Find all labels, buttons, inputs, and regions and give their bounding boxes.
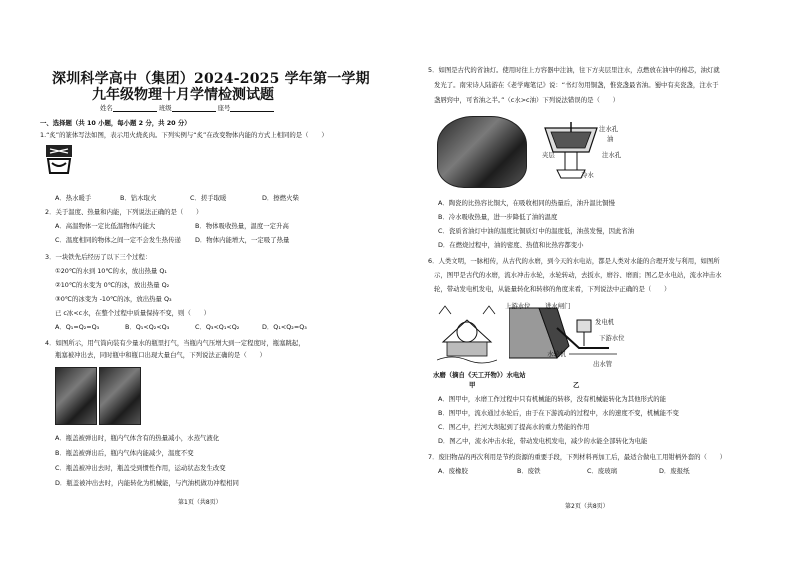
q3-stem: 3．一块铁先后经历了以下三个过程： <box>45 253 152 261</box>
left-page-footer: 第1页（共8页） <box>178 499 222 506</box>
fig-label-oil: 油 <box>607 135 614 143</box>
q4-stem-line1: 4．如图所示，用气筒向装有少量水的瓶里打气，当瓶内气压增大到一定程度时，瓶塞跳起， <box>45 339 305 347</box>
q2-option-c: C．温度相同的物体之间一定不会发生热传递 <box>55 236 181 244</box>
q6-option-c: C．图乙中，拦河大坝起到了提高水的重力势能的作用 <box>438 423 590 431</box>
q7-option-d: D．废报纸 <box>659 467 690 475</box>
section-heading: 一、选择题（共 10 小题，每小题 2 分，共 20 分） <box>40 119 191 127</box>
exam-title-line2: 九年级物理十月学情检测试题 <box>92 87 274 103</box>
water-mill-illustration <box>437 302 497 366</box>
zhi-seal-character-image <box>44 143 74 175</box>
fig-label-interlayer: 夹层 <box>542 151 555 159</box>
q3-step-2: ②10℃的水变为 0℃的冰，放出热量 Q₂ <box>55 281 170 289</box>
q6-option-d: D．图乙中，流水冲击水轮，带动发电机发电，减少的水能全部转化为电能 <box>438 437 648 445</box>
q6-stem-line1: 6．人类文明，一脉相传，从古代的水磨，到今天的水电站，都是人类对水能的合理开发与利用，如图所 <box>428 257 720 265</box>
fig-label-water-hole-side: 注水孔 <box>602 151 622 159</box>
figure-caption: 水磨（摘自《天工开物》）水电站 <box>433 371 526 379</box>
q6-stem-line2: 示，图甲是古代的水磨，流水冲击水轮，水轮转动，去扳水，磨谷、磨面；图乙是水电站，流水冲击水 <box>434 271 722 279</box>
right-page-footer: 第2页（共8页） <box>565 503 609 510</box>
q5-option-b: B．冷水吸收热量，进一步降低了油的温度 <box>438 213 558 221</box>
fig-label-upstream: 上游水位 <box>505 302 531 310</box>
q5-option-d: D．在燃烧过程中，油的密度、热值和比热容都变小 <box>438 241 584 249</box>
q4-option-b: B．瓶盖被弹出后，瓶内气体内能减少，温度不变 <box>55 449 194 457</box>
q3-note: 已 c冰<c水，在整个过程中质量保持不变，则（ ） <box>55 309 211 317</box>
fig-label-turbine: 水轮机 <box>547 350 567 358</box>
fig-label-cold-water: 冷水 <box>581 171 594 179</box>
q5-option-a: A．陶瓷的比热容比铜大，在吸收相同的热量后，油升温比铜慢 <box>438 199 615 207</box>
q2-stem: 2．关于温度、热量和内能，下列说法正确的是（ ） <box>45 208 203 216</box>
q3-option-a: A．Q₁=Q₂=Q₃ <box>55 323 100 331</box>
q6-option-a: A．图甲中，水磨工作过程中只有机械能的转移，没有机械能转化为其他形式的能 <box>438 395 667 403</box>
fig-label-intake-gate: 进水闸门 <box>545 302 571 310</box>
q7-option-c: C．废玻璃 <box>587 467 618 475</box>
q2-option-d: D．物体内能增大，一定吸了热量 <box>195 236 290 244</box>
fig-label-outlet-pipe: 出水管 <box>593 360 613 368</box>
q2-option-b: B．物体吸收热量，温度一定升高 <box>195 222 289 230</box>
oil-lamp-photo <box>437 116 527 188</box>
q2-option-a: A．高温物体一定比低温物体内能大 <box>55 222 156 230</box>
q3-option-d: D．Q₁<Q₂=Q₃ <box>262 323 307 331</box>
q5-stem-line1: 5．如图是古代的省油灯。使用时往上方容器中注油，往下方夹层里注水，点燃放在油中的棉芯，油灯就 <box>428 66 720 74</box>
q1-option-b: B．钻木取火 <box>120 194 157 202</box>
fig-label-downstream: 下游水位 <box>599 334 625 342</box>
fig-label-water-hole-top: 注水孔 <box>599 125 619 133</box>
q4-option-c: C．瓶盖被冲出去时，瓶盖受到惯性作用，运动状态发生改变 <box>55 464 226 472</box>
figure-label-yi: 乙 <box>573 381 580 389</box>
q7-option-a: A．废橡胶 <box>438 467 468 475</box>
q1-option-d: D．擦燃火柴 <box>262 194 299 202</box>
q1-option-c: C．搓手取暖 <box>190 194 227 202</box>
student-info-line <box>100 104 274 112</box>
q3-step-3: ③0℃的冰变为 -10℃的冰，放出热量 Q₃ <box>55 295 172 303</box>
bottle-photo-before <box>55 367 97 425</box>
q1-option-a: A．热水暖手 <box>55 194 92 202</box>
name-label: 姓名 <box>100 104 113 112</box>
exam-title-line1: 深圳科学高中（集团）2024-2025 学年第一学期 <box>52 71 370 87</box>
q4-option-d: D．瓶盖被冲出去时，内能转化为机械能，与汽油机做功冲程相同 <box>55 479 239 487</box>
q7-stem: 7．废旧物品的再次利用是节约资源的重要手段，下列材料再加工后，最适合做电工用钳柄外套的（ ） <box>428 453 727 461</box>
q4-stem-line2: 瓶塞被冲出去，同时瓶中和瓶口出现大量白气，下列说法正确的是（ ） <box>55 351 266 359</box>
right-page <box>397 0 794 561</box>
q5-stem-line2: 发光了。南宋诗人陆游在《老学庵笔记》说：“书灯勿用铜盏，惟瓷盏最省油。蜀中有夹瓷盏，注水于 <box>434 81 719 89</box>
q7-option-b: B．废铁 <box>517 467 541 475</box>
figure-label-jia: 甲 <box>469 381 476 389</box>
q3-step-1: ①20℃的水到 10℃的水，放出热量 Q₁ <box>55 267 167 275</box>
bottle-photo-after <box>99 367 141 425</box>
q6-stem-line3: 轮，带动发电机发电，从能量转化和转移的角度来看，下列说法中正确的是（ ） <box>434 285 671 293</box>
seat-label: 座号 <box>217 104 231 112</box>
q5-option-c: C．瓷质省油灯中油的温度比铜质灯中的温度低，油蒸发慢，因此省油 <box>438 227 635 235</box>
fig-label-generator: 发电机 <box>595 318 615 326</box>
q3-option-b: B．Q₁<Q₂<Q₃ <box>125 323 170 331</box>
q1-stem: 1.“炙”的篆体写法如图，表示用火烧炙肉。下列实例与“炙”在改变物体内能的方式上相同的是（ ） <box>40 131 328 139</box>
q3-option-c: C．Q₃<Q₁<Q₂ <box>195 323 240 331</box>
class-label: 班级 <box>158 104 172 112</box>
q5-stem-line3: 盏唇窍中，可省油之半。”（c水>c油）下列说法错误的是（ ） <box>434 96 620 104</box>
q4-option-a: A．瓶盖被弹出时，瓶内气体含有的热量减小，水蒸气液化 <box>55 434 220 442</box>
q6-option-b: B．图甲中，流水通过水轮后，由于在下游流动的过程中，水的速度不变，机械能不变 <box>438 409 679 417</box>
